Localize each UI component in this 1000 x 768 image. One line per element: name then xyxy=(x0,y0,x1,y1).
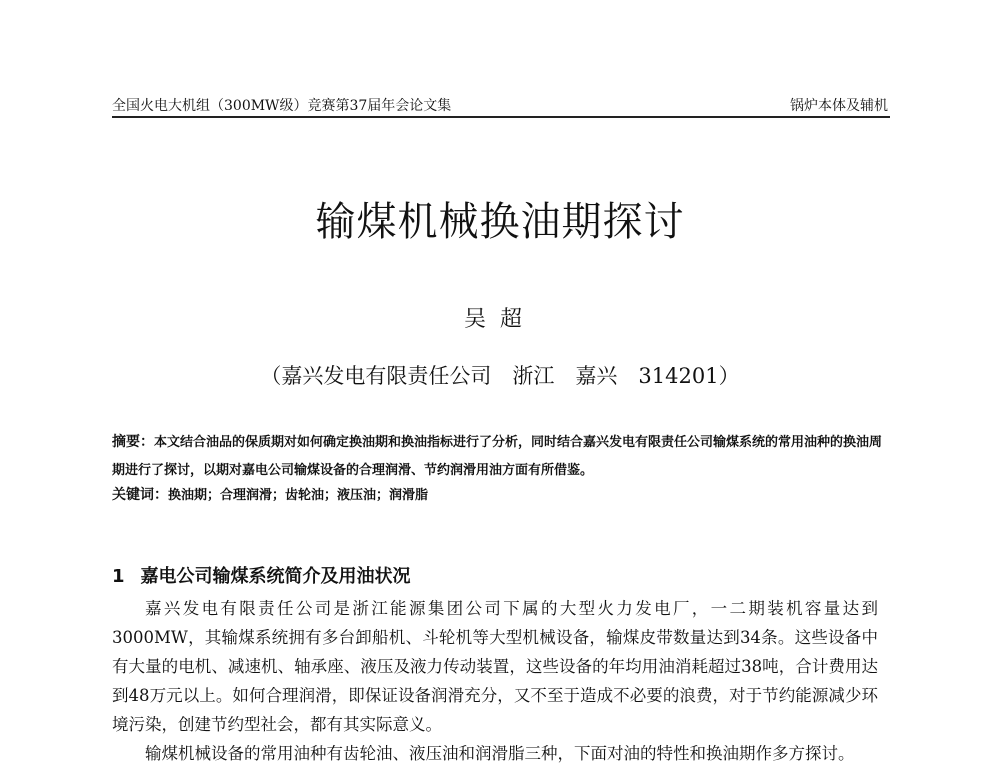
running-header-right: 锅炉本体及辅机 xyxy=(790,98,888,114)
body-text xyxy=(112,594,878,768)
section-number: 1 xyxy=(112,566,125,587)
paragraph: 输煤机械设备的常用油种有齿轮油、液压油和润滑脂三种，下面对油的特性和换油期作多方探讨。 xyxy=(145,744,855,763)
keywords-text: 换油期；合理润滑；齿轮油；液压油；润滑脂 xyxy=(168,488,429,503)
author: 吴超 xyxy=(463,307,536,332)
paper-title: 输煤机械换油期探讨 xyxy=(315,199,685,245)
section-title: 嘉电公司输煤系统简介及用油状况 xyxy=(140,566,411,587)
paragraph: 嘉兴发电有限责任公司是浙江能源集团公司下属的大型火力发电厂，一二期装机容量达到3000MW，其输煤系统拥有多台卸船机、斗轮机等大型机械设备，输煤皮带数量达到34条。这些设备中有大量的电机、减速机、轴承座、液压及液力传动装置，这些设备的年均用油消耗超过38吨，合计费用达到48万元以上。如何合理润滑，即保证设备润滑充分，又不至于造成不必要的浪费，对于节约能源减少环境污染，创建节约型社会，都有其实际意义。 xyxy=(112,599,878,734)
abstract xyxy=(112,428,882,485)
keywords-label: 关键词： xyxy=(112,487,168,503)
running-header-left: 全国火电大机组（300MW级）竞赛第37届年会论文集 xyxy=(112,98,452,114)
affiliation: （嘉兴发电有限责任公司 浙江 嘉兴 314201） xyxy=(260,364,740,388)
keywords xyxy=(112,484,428,504)
header-rule xyxy=(112,116,890,118)
abstract-text: 本文结合油品的保质期对如何确定换油期和换油指标进行了分析，同时结合嘉兴发电有限责任公司输煤系统的常用油种的换油周期进行了探讨，以期对嘉电公司输煤设备的合理润滑、节约润滑用油方面有所借鉴。 xyxy=(112,435,883,478)
abstract-label: 摘要： xyxy=(112,434,154,450)
section-heading xyxy=(112,562,411,588)
